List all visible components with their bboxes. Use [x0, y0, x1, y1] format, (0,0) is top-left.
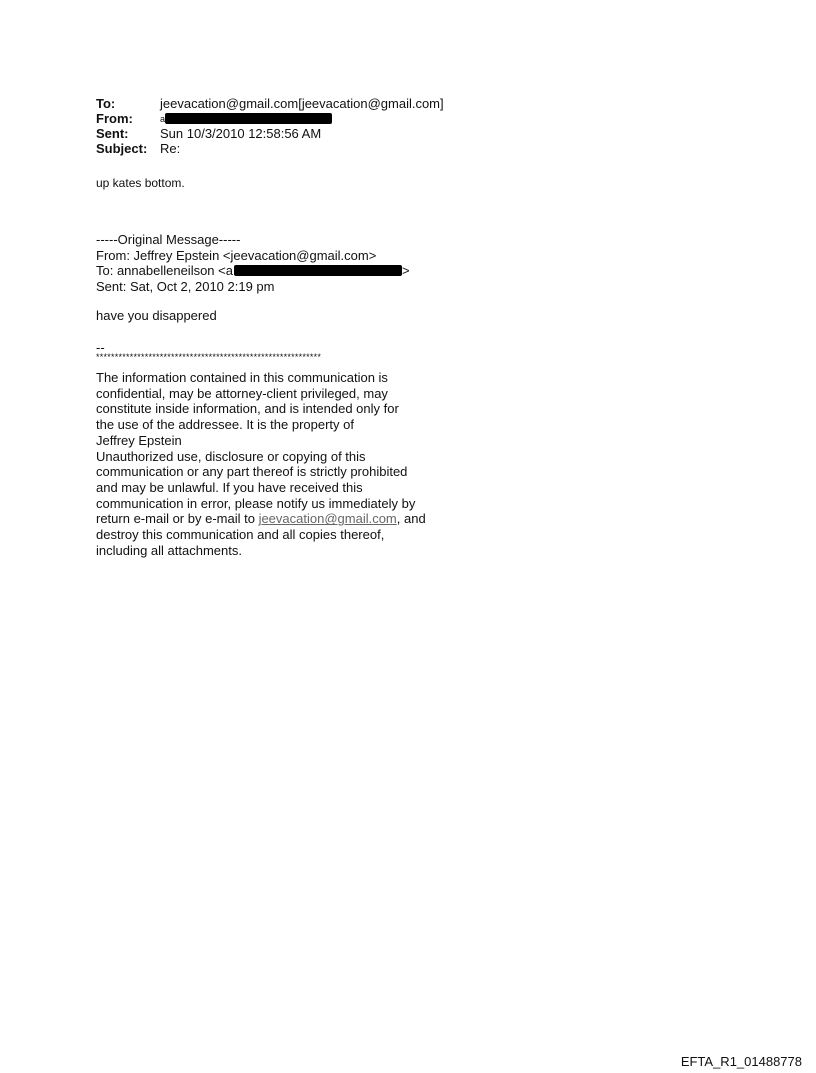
signature-dashes: --: [96, 340, 105, 355]
disclaimer-line: constitute inside information, and is intended only for: [96, 401, 399, 417]
from-value: [160, 110, 332, 127]
email-link[interactable]: jeevacation@gmail.com: [258, 511, 397, 527]
disclaimer-line: confidential, may be attorney-client privileged, may: [96, 385, 388, 401]
disclaimer-return-line: [96, 511, 426, 527]
sent-row: [96, 126, 444, 141]
disclaimer-line: The information contained in this communication is: [96, 370, 388, 385]
disclaimer-line: and may be unlawful. If you have received this: [96, 479, 363, 495]
sent-value: Sun 10/3/2010 12:58:56 AM: [160, 126, 322, 141]
from-label: From:: [96, 111, 133, 126]
disclaimer-line: Jeffrey Epstein: [96, 432, 182, 448]
disclaimer: [96, 370, 426, 558]
to-value: jeevacation@gmail.com[jeevacation@gmail.com]: [160, 96, 444, 111]
disclaimer-line: communication in error, please notify us immediately by: [96, 495, 416, 511]
subject-label: Subject:: [96, 141, 148, 156]
to-label: To:: [96, 96, 116, 111]
subject-row: [96, 141, 444, 156]
reply-body: up kates bottom.: [96, 176, 185, 190]
disclaimer-line: including all attachments.: [96, 542, 242, 558]
from-redaction: [165, 113, 332, 124]
original-to-prefix: To: annabelleneilson <a: [96, 263, 233, 278]
return-prefix: return e-mail or by e-mail to: [96, 511, 259, 527]
to-redaction: [234, 265, 402, 276]
original-to-suffix: >: [401, 263, 410, 278]
sent-label: Sent:: [96, 126, 129, 141]
original-from: From: Jeffrey Epstein <jeevacation@gmail.com>: [96, 247, 377, 263]
disclaimer-line: Unauthorized use, disclosure or copying of this: [96, 448, 366, 464]
from-row: [96, 111, 444, 126]
from-prefix: a: [160, 114, 166, 124]
original-separator: -----Original Message-----: [96, 232, 241, 247]
subject-value: Re:: [160, 141, 181, 156]
original-message-text: have you disappered: [96, 308, 217, 323]
email-header: [96, 96, 444, 156]
signature-stars: ************************************************************: [96, 352, 322, 362]
original-message: [96, 232, 410, 294]
disclaimer-line: destroy this communication and all copies thereof,: [96, 527, 385, 543]
disclaimer-line: communication or any part thereof is strictly prohibited: [96, 464, 408, 480]
return-suffix: , and: [396, 511, 426, 527]
document-id: EFTA_R1_01488778: [680, 1054, 802, 1069]
original-to: [96, 263, 410, 279]
to-row: [96, 96, 444, 111]
disclaimer-line: the use of the addressee. It is the property of: [96, 417, 354, 433]
original-sent: Sent: Sat, Oct 2, 2010 2:19 pm: [96, 278, 275, 294]
